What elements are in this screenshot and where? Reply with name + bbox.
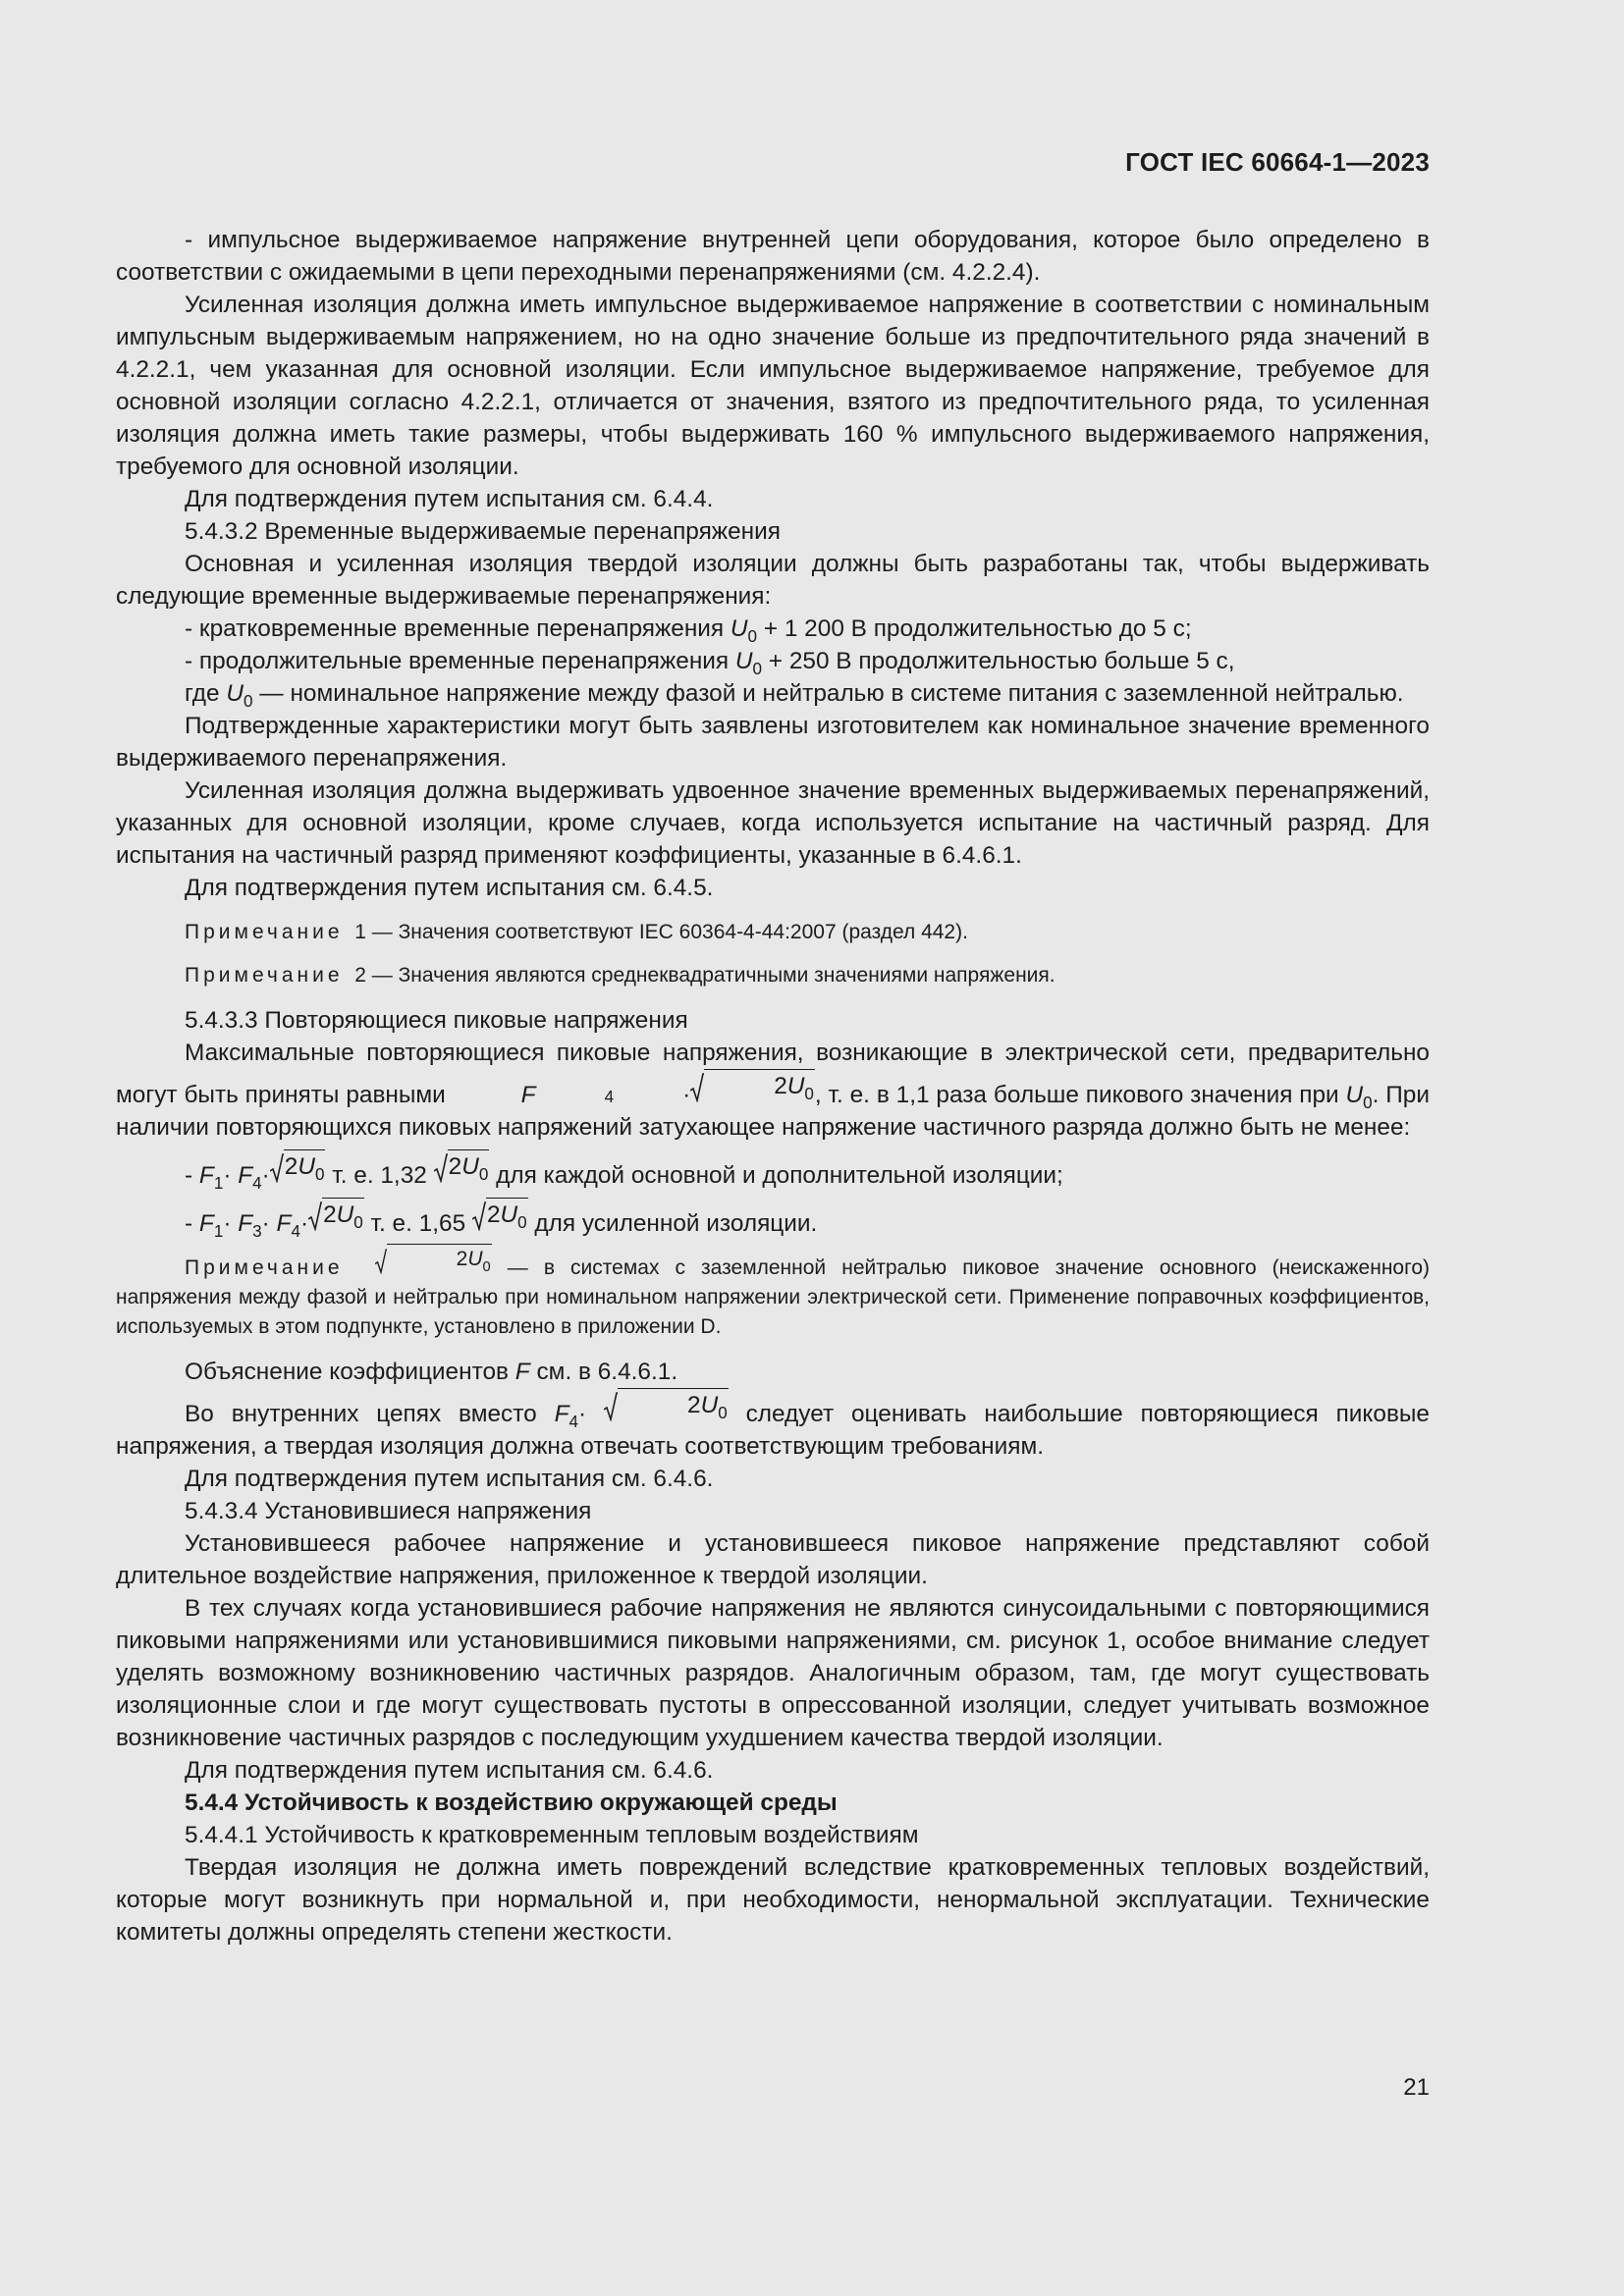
paragraph: Во внутренних цепях вместо $F_4\cdot$ $2U_0$ следует оценивать наибольшие повторяющиеся пиковые напряжения, а твердая изоляция должна отвечать соответствующим требованиям. <box>116 1388 1430 1463</box>
section-heading-bold: 5.4.4 Устойчивость к воздействию окружающей среды <box>185 1789 838 1816</box>
paragraph: где $U_0$ — номинальное напряжение между фазой и нейтралью в системе питания с заземленной нейтралью. <box>185 680 1404 711</box>
document-body <box>116 224 1430 1949</box>
paragraph: Для подтверждения путем испытания см. 6.4.6. <box>185 1757 714 1784</box>
paragraph: Основная и усиленная изоляция твердой изоляции должны быть разработаны так, чтобы выдерживать следующие временные выдерживаемые перенапряжения: <box>116 551 1430 610</box>
section-heading: 5.4.3.4 Установившиеся напряжения <box>185 1498 592 1524</box>
sqrt-symbol: $2U_0$ <box>270 1149 326 1183</box>
sqrt-symbol: $2U_0$ <box>472 1198 528 1231</box>
paragraph: Подтвержденные характеристики могут быть заявлены изготовителем как номинальное значение временного выдерживаемого перенапряжения. <box>116 713 1430 772</box>
paragraph: Объяснение коэффициентов F см. в 6.4.6.1. <box>185 1359 678 1385</box>
sqrt-symbol: $2U_0$ <box>604 1388 729 1421</box>
note-2: Примечание 2 — Значения являются среднеквадратичными значениями напряжения. <box>185 964 1056 987</box>
paragraph: Для подтверждения путем испытания см. 6.4.5. <box>185 875 714 901</box>
page-number: 21 <box>1403 2074 1430 2101</box>
paragraph: Для подтверждения путем испытания см. 6.4.6. <box>185 1466 714 1492</box>
note-1: Примечание 1 — Значения соответствуют IEC 60364-4-44:2007 (раздел 442). <box>185 921 968 943</box>
sqrt-symbol: $2U_0$ <box>434 1149 490 1183</box>
list-item: - кратковременные временные перенапряжения $U_0 + 1$ 200 В продолжительностью до 5 с; <box>185 615 1192 646</box>
paragraph: - импульсное выдерживаемое напряжение внутренней цепи оборудования, которое было определено в соответствии с ожидаемыми в цепи переходными перенапряжениями (см. 4.2.2.4). <box>116 227 1430 286</box>
document-header: ГОСТ IEC 60664-1—2023 <box>1125 147 1430 177</box>
paragraph: Твердая изоляция не должна иметь повреждений вследствие кратковременных тепловых воздействий, которые могут возникнуть при нормальной и, при необходимости, ненормальной эксплуатации. Технические комитеты должны определять степени жесткости. <box>116 1854 1430 1946</box>
sqrt-symbol: $2U_0$ <box>308 1198 364 1231</box>
paragraph: Установившееся рабочее напряжение и установившееся пиковое напряжение представляют собой длительное воздействие напряжения, приложенное к твердой изоляции. <box>116 1530 1430 1589</box>
list-item: - $F_1\cdot F_3\cdot F_4\cdot$ $2U_0$ т. е. 1,65 $2U_0$ для усиленной изоляции. <box>116 1198 1430 1240</box>
list-item: - $F_1\cdot F_4\cdot$ $2U_0$ т. е. 1,32 $2U_0$ для каждой основной и дополнительной изоляции; <box>116 1149 1430 1192</box>
sqrt-symbol: $2U_0$ <box>375 1244 492 1274</box>
paragraph: Усиленная изоляция должна выдерживать удвоенное значение временных выдерживаемых перенапряжений, указанных для основной изоляции, кроме случаев, когда используется испытание на частичный разряд. Для испытания на частичный разряд применяют коэффициенты, указанные в 6.4.6.1. <box>116 777 1430 869</box>
section-heading: 5.4.4.1 Устойчивость к кратковременным тепловым воздействиям <box>185 1822 919 1848</box>
paragraph: В тех случаях когда установившиеся рабочие напряжения не являются синусоидальными с повторяющимися пиковыми напряжениями или установившимися пиковыми напряжениями, см. рисунок 1, особое внимание следует уделять возможному возникновению частичных разрядов. Аналогичным образом, там, где могут существовать изоляционные слои и где могут существовать пустоты в опрессованной изоляции, следует учитывать возможное возникновение частичных разрядов с последующим ухудшением качества твердой изоляции. <box>116 1595 1430 1751</box>
list-item: - продолжительные временные перенапряжения $U_0 + 250$ В продолжительностью больше 5 с, <box>185 648 1235 678</box>
note-3: Примечание $2U_0$ — в системах с заземленной нейтралью пиковое значение основного (неискаженного) напряжения между фазой и нейтралью при номинальном напряжении электрической сети. Применение поправочных коэффициентов, используемых в этом подпункте, установлено в приложении D. <box>116 1244 1430 1342</box>
paragraph: Максимальные повторяющиеся пиковые напряжения, возникающие в электрической сети, предварительно могут быть приняты равными F 4 · $2U_0$ , т. е. в 1,1 раза больше пикового значения при $U_0$. При наличии повторяющихся пиковых напряжений затухающее напряжение частичного разряда должно быть не менее: <box>116 1040 1430 1141</box>
formula-f4-sqrt2-u0: F 4 · $2U_0$ <box>453 1069 815 1111</box>
sqrt-symbol: $2U_0$ <box>690 1069 815 1102</box>
section-heading: 5.4.3.2 Временные выдерживаемые перенапряжения <box>185 518 781 545</box>
paragraph: Для подтверждения путем испытания см. 6.4.4. <box>185 486 714 512</box>
section-heading: 5.4.3.3 Повторяющиеся пиковые напряжения <box>185 1007 688 1034</box>
paragraph: Усиленная изоляция должна иметь импульсное выдерживаемое напряжение в соответствии с номинальным импульсным выдерживаемым напряжением, но на одно значение больше из предпочтительного ряда значений в 4.2.2.1, чем указанная для основной изоляции. Если импульсное выдерживаемое напряжение, требуемое для основной изоляции согласно 4.2.2.1, отличается от значения, взятого из предпочтительного ряда, то усиленная изоляция должна иметь такие размеры, чтобы выдерживать 160 % импульсного выдерживаемого напряжения, требуемого для основной изоляции. <box>116 292 1430 480</box>
